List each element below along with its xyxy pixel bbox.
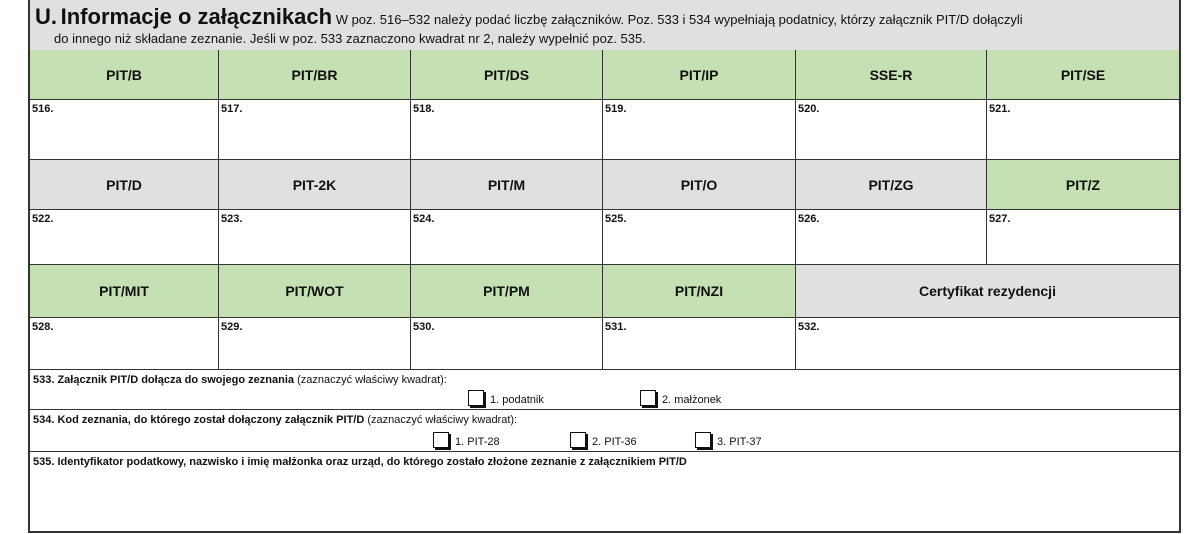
attachment-count-field-certyfikat-rezydencji[interactable]: 532. [796, 318, 1179, 370]
attachment-count-field-sse-r[interactable]: 520. [796, 100, 987, 160]
checkbox-icon[interactable] [433, 432, 449, 448]
attachment-count-field-pit-z[interactable]: 527. [987, 210, 1179, 265]
attachment-label-pit-o: PIT/O [603, 160, 796, 210]
attachment-label-pit-mit: PIT/MIT [30, 265, 219, 318]
attachment-count-field-pit-mit[interactable]: 528. [30, 318, 219, 370]
field-533-hint: (zaznaczyć właściwy kwadrat): [297, 374, 447, 386]
attachment-label-sse-r: SSE-R [796, 50, 987, 100]
attachment-label-pit-2k: PIT-2K [219, 160, 411, 210]
attachment-label-pit-z: PIT/Z [987, 160, 1179, 210]
attachment-count-field-pit-zg[interactable]: 526. [796, 210, 987, 265]
attachment-label-pit-br: PIT/BR [219, 50, 411, 100]
field-534-hint: (zaznaczyć właściwy kwadrat): [367, 414, 518, 426]
attachment-label-pit-nzi: PIT/NZI [603, 265, 796, 318]
checkbox-podatnik[interactable] [468, 390, 544, 406]
checkbox-pit-28[interactable] [433, 432, 500, 448]
attachment-label-pit-ip: PIT/IP [603, 50, 796, 100]
attachment-label-pit-d: PIT/D [30, 160, 219, 210]
option-label: 1. PIT-28 [455, 436, 500, 448]
attachment-label-pit-wot: PIT/WOT [219, 265, 411, 318]
attachment-count-field-pit-d[interactable]: 522. [30, 210, 219, 265]
option-label: 1. podatnik [490, 394, 544, 406]
attachment-label-certyfikat-rezydencji: Certyfikat rezydencji [796, 265, 1179, 318]
checkbox-pit-36[interactable] [570, 432, 637, 448]
attachment-label-pit-zg: PIT/ZG [796, 160, 987, 210]
attachment-label-pit-b: PIT/B [30, 50, 219, 100]
checkbox-icon[interactable] [695, 432, 711, 448]
section-instructions-1: W poz. 516–532 należy podać liczbę załączników. Poz. 533 i 534 wypełniają podatnicy, którzy załącznik PIT/D dołączyli [335, 12, 1023, 27]
attachment-count-field-pit-nzi[interactable]: 531. [603, 318, 796, 370]
checkbox-malzonek[interactable] [640, 390, 721, 406]
field-534 [30, 410, 1179, 452]
attachment-count-field-pit-se[interactable]: 521. [987, 100, 1179, 160]
checkbox-icon[interactable] [468, 390, 484, 406]
option-label: 3. PIT-37 [717, 436, 762, 448]
field-535-label: 535. Identyfikator podatkowy, nazwisko i imię małżonka oraz urząd, do którego zostało złożone zeznanie z załącznikiem PIT/D [33, 456, 687, 468]
section-title: Informacje o załącznikach [60, 4, 333, 29]
attachment-label-pit-se: PIT/SE [987, 50, 1179, 100]
checkbox-icon[interactable] [570, 432, 586, 448]
attachment-count-field-pit-o[interactable]: 525. [603, 210, 796, 265]
checkbox-icon[interactable] [640, 390, 656, 406]
attachment-count-field-pit-m[interactable]: 524. [411, 210, 603, 265]
option-label: 2. PIT-36 [592, 436, 637, 448]
attachment-count-field-pit-b[interactable]: 516. [30, 100, 219, 160]
section-instructions-2: do innego niż składane zeznanie. Jeśli w poz. 533 zaznaczono kwadrat nr 2, należy wypełnić poz. 535. [54, 31, 646, 46]
section-header [30, 0, 1179, 51]
option-label: 2. małżonek [662, 394, 722, 406]
attachment-label-pit-ds: PIT/DS [411, 50, 603, 100]
attachment-count-field-pit-ds[interactable]: 518. [411, 100, 603, 160]
attachment-count-field-pit-2k[interactable]: 523. [219, 210, 411, 265]
attachment-label-pit-m: PIT/M [411, 160, 603, 210]
attachment-label-pit-pm: PIT/PM [411, 265, 603, 318]
attachment-count-field-pit-wot[interactable]: 529. [219, 318, 411, 370]
section-letter: U. [35, 4, 57, 29]
attachment-count-field-pit-ip[interactable]: 519. [603, 100, 796, 160]
field-534-label: 534. Kod zeznania, do którego został dołączony załącznik PIT/D [33, 414, 365, 426]
checkbox-pit-37[interactable] [695, 432, 762, 448]
field-533-label: 533. Załącznik PIT/D dołącza do swojego zeznania [33, 374, 295, 386]
field-535[interactable] [30, 452, 1179, 532]
field-533 [30, 370, 1179, 410]
attachment-count-field-pit-pm[interactable]: 530. [411, 318, 603, 370]
attachment-count-field-pit-br[interactable]: 517. [219, 100, 411, 160]
